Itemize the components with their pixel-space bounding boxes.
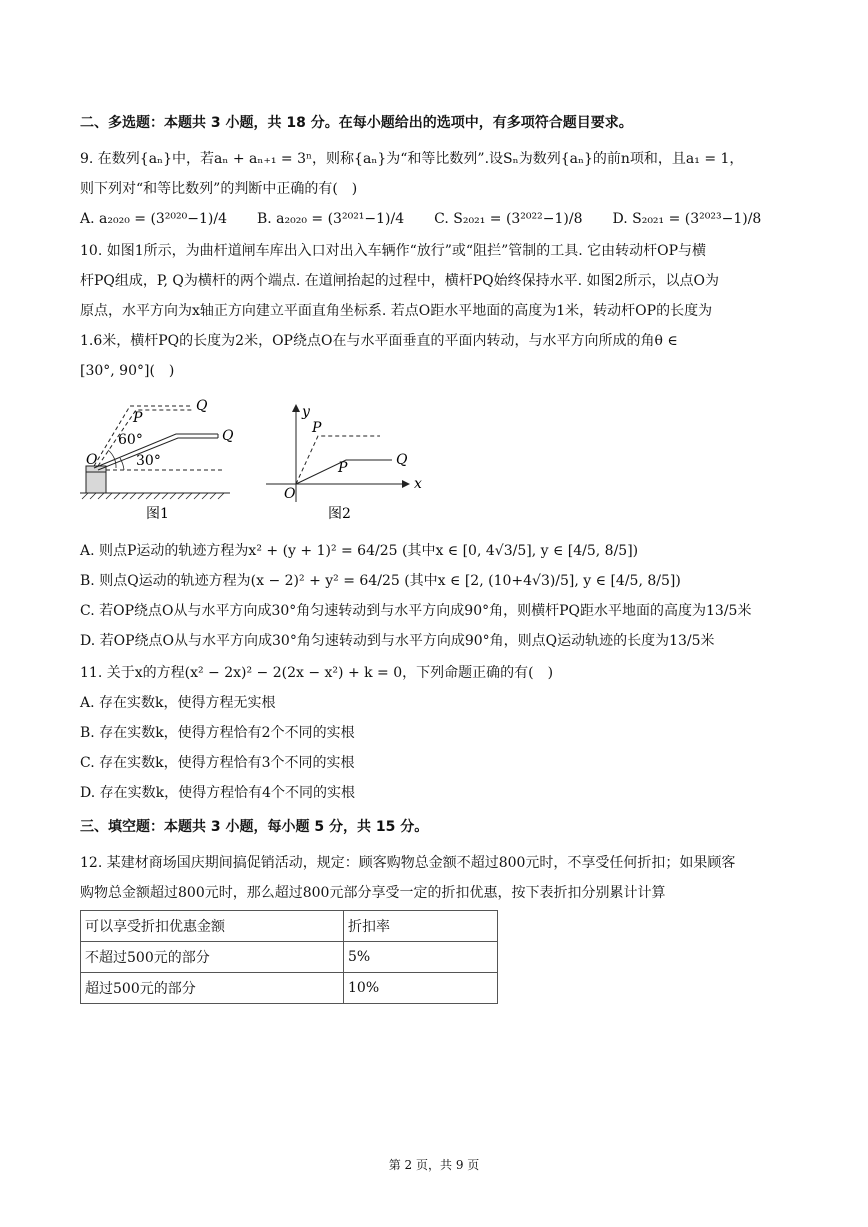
q9-options xyxy=(80,204,792,234)
fig1-label-q-top: Q xyxy=(196,398,208,414)
q9-line-2: 则下列对“和等比数列”的判断中正确的有( ) xyxy=(80,181,358,197)
q12-line-2: 购物总金额超过800元时，那么超过800元部分享受一定的折扣优惠，按下表折扣分别累计计算 xyxy=(80,885,666,901)
q10-option-d: D. 若OP绕点O从与水平方向成30°角匀速转动到与水平方向成90°角，则点Q运动轨迹的长度为13/5米 xyxy=(80,633,715,649)
fig2-label-o: O xyxy=(284,486,296,502)
fig2-label-p: P xyxy=(338,460,348,476)
figure-diagrams xyxy=(80,392,440,532)
fig1-caption: 图1 xyxy=(146,506,169,522)
q10-figures xyxy=(80,392,792,532)
q11-line: 11. 关于x的方程(x² − 2x)² − 2(2x − x²) + k = 0，下列命题正确的有( ) xyxy=(80,665,554,681)
q11-option-c: C. 存在实数k，使得方程恰有3个不同的实根 xyxy=(80,755,355,771)
fig1-label-60: 60° xyxy=(118,432,143,448)
section-heading-multiple-choice: 二、多选题：本题共 3 小题，共 18 分。在每小题给出的选项中，有多项符合题目要求。 xyxy=(80,115,633,131)
q9-option-d: D. S₂₀₂₁ = (3²⁰²³−1)/8 xyxy=(612,211,762,227)
q12-line-1: 12. 某建材商场国庆期间搞促销活动，规定：顾客购物总金额不超过800元时，不享受任何折扣；如果顾客 xyxy=(80,855,736,871)
figure-2 xyxy=(266,404,422,522)
figure-1 xyxy=(80,398,234,522)
table-cell: 5% xyxy=(344,942,498,973)
table-row xyxy=(81,973,498,1004)
q11-option-d: D. 存在实数k，使得方程恰有4个不同的实根 xyxy=(80,785,356,801)
fig2-label-x: x xyxy=(414,476,422,492)
section-heading-fill-in: 三、填空题：本题共 3 小题，每小题 5 分，共 15 分。 xyxy=(80,819,429,835)
q10-line-5: [30°, 90°]( ) xyxy=(80,363,175,379)
question-10 xyxy=(80,236,792,656)
q9-line-1: 9. 在数列{aₙ}中，若aₙ + aₙ₊₁ = 3ⁿ，则称{aₙ}为“和等比数列”.设Sₙ为数列{aₙ}的前n项和，且a₁ = 1， xyxy=(80,151,744,167)
page-footer: 第 2 页，共 9 页 xyxy=(388,1158,480,1172)
table-row xyxy=(81,911,498,942)
fig2-caption: 图2 xyxy=(328,506,351,522)
fig2-label-y: y xyxy=(302,404,310,420)
fig1-ground-hatch xyxy=(82,493,224,499)
table-cell: 可以享受折扣优惠金额 xyxy=(81,911,344,942)
table-cell: 不超过500元的部分 xyxy=(81,942,344,973)
fig1-label-p: P xyxy=(133,410,143,426)
table-row xyxy=(81,942,498,973)
q10-line-4: 1.6米，横杆PQ的长度为2米，OP绕点O在与水平面垂直的平面内转动，与水平方向所成的角θ ∈ xyxy=(80,333,678,349)
table-cell: 10% xyxy=(344,973,498,1004)
q10-line-3: 原点，水平方向为x轴正方向建立平面直角坐标系. 若点O距水平地面的高度为1米，转动杆OP的长度为 xyxy=(80,303,713,319)
fig2-label-p-top: P xyxy=(312,420,322,436)
q10-option-b: B. 则点Q运动的轨迹方程为(x − 2)² + y² = 64/25 (其中x ∈ [2, (10+4√3)/5], y ∈ [4/5, 8/5]) xyxy=(80,573,681,589)
q10-line-1: 10. 如图1所示，为曲杆道闸车库出入口对出入车辆作“放行”或“阻拦”管制的工具. 它由转动杆OP与横 xyxy=(80,243,707,259)
content xyxy=(80,112,792,1004)
fig1-label-30: 30° xyxy=(136,453,161,469)
q10-option-a: A. 则点P运动的轨迹方程为x² + (y + 1)² = 64/25 (其中x ∈ [0, 4√3/5], y ∈ [4/5, 8/5]) xyxy=(80,543,639,559)
table-cell: 折扣率 xyxy=(344,911,498,942)
fig1-gate-box xyxy=(86,466,106,493)
q10-line-2: 杆PQ组成，P, Q为横杆的两个端点. 在道闸抬起的过程中，横杆PQ始终保持水平. 如图2所示，以点O为 xyxy=(80,273,719,289)
question-11 xyxy=(80,658,792,808)
fig2-label-q: Q xyxy=(396,452,408,468)
fig1-label-q: Q xyxy=(222,428,234,444)
question-9 xyxy=(80,144,792,234)
table-cell: 超过500元的部分 xyxy=(81,973,344,1004)
q9-option-a: A. a₂₀₂₀ = (3²⁰²⁰−1)/4 xyxy=(80,211,227,227)
discount-table xyxy=(80,910,498,1004)
q11-option-b: B. 存在实数k，使得方程恰有2个不同的实根 xyxy=(80,725,355,741)
q9-option-c: C. S₂₀₂₁ = (3²⁰²²−1)/8 xyxy=(434,211,583,227)
q10-option-c: C. 若OP绕点O从与水平方向成30°角匀速转动到与水平方向成90°角，则横杆PQ距水平地面的高度为13/5米 xyxy=(80,603,752,619)
fig1-label-o: O xyxy=(86,452,98,468)
question-12 xyxy=(80,848,792,1004)
q9-option-b: B. a₂₀₂₀ = (3²⁰²¹−1)/4 xyxy=(256,211,405,227)
q11-option-a: A. 存在实数k，使得方程无实根 xyxy=(80,695,276,711)
